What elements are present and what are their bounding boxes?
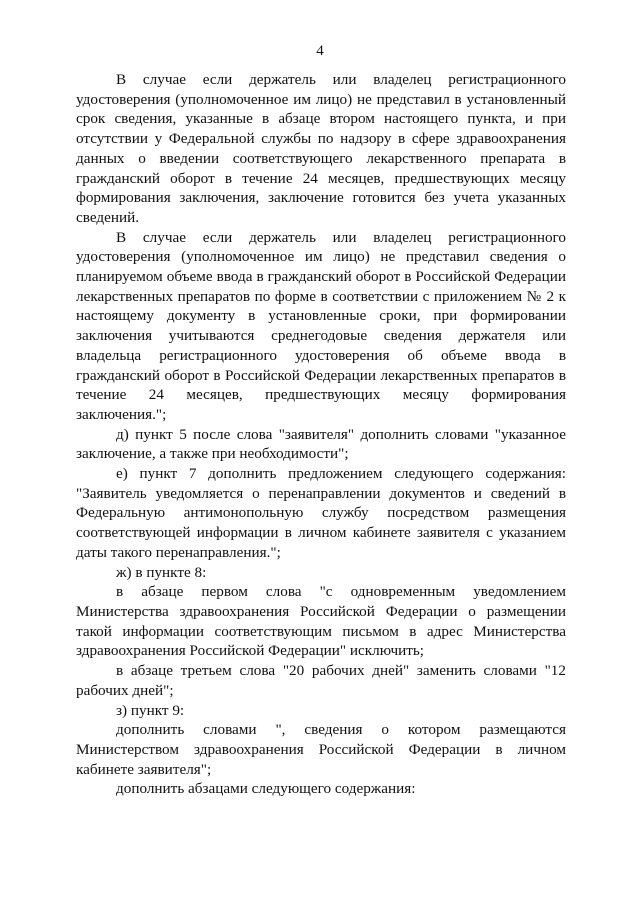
paragraph-item-zh: ж) в пункте 8: <box>116 563 207 581</box>
paragraph-item-zh-third: в абзаце третьем слова "20 рабочих дней" заменить словами "12 рабочих дней"; <box>76 662 566 699</box>
paragraph-item-e: е) пункт 7 дополнить предложением следующего содержания: "Заявитель уведомляется о перенаправлении документов и сведений в Федеральную антимонопольную службу посредством размещения соответствующей информации в личном кабинете заявителя с указанием даты такого перенаправления."; <box>76 465 566 561</box>
paragraph-planned-volume: В случае если держатель или владелец регистрационного удостоверения (уполномоченное им лицо) не представил сведения о планируемом объеме ввода в гражданский оборот в Российской Федерации лекарственных препаратов по форме в соответствии с приложением № 2 к настоящему документу в установленные сроки, при формировании заключения учитываются среднегодовые сведения держателя или владельца регистрационного удостоверения об объеме ввода в гражданский оборот в Российской Федерации лекарственных препаратов в течение 24 месяцев, предшествующих месяцу формирования заключения."; <box>76 228 566 423</box>
paragraph-item-d: д) пункт 5 после слова "заявителя" дополнить словами "указанное заключение, а также при необходимости"; <box>76 425 566 463</box>
document-body <box>76 70 566 799</box>
page-number: 4 <box>316 43 324 59</box>
paragraph-item-z: з) пункт 9: <box>116 701 185 719</box>
paragraph-item-z-add-paragraphs: дополнить абзацами следующего содержания: <box>116 780 416 798</box>
paragraph-item-zh-first: в абзаце первом слова "с одновременным уведомлением Министерства здравоохранения Российской Федерации о размещении такой информации соответствующим письмом в адрес Министерства здравоохранения Российской Федерации" исключить; <box>76 583 566 660</box>
paragraph-no-registration-data: В случае если держатель или владелец регистрационного удостоверения (уполномоченное им лицо) не представил в установленный срок сведения, указанные в абзаце втором настоящего пункта, и при отсутствии у Федеральной службы по надзору в сфере здравоохранения данных о введении соответствующего лекарственного препарата в гражданский оборот в течение 24 месяцев, предшествующих месяцу формирования заключения, заключение готовится без учета указанных сведений. <box>76 71 566 226</box>
paragraph-item-z-add-words: дополнить словами ", сведения о котором размещаются Министерством здравоохранения Российской Федерации в личном кабинете заявителя"; <box>76 721 566 778</box>
